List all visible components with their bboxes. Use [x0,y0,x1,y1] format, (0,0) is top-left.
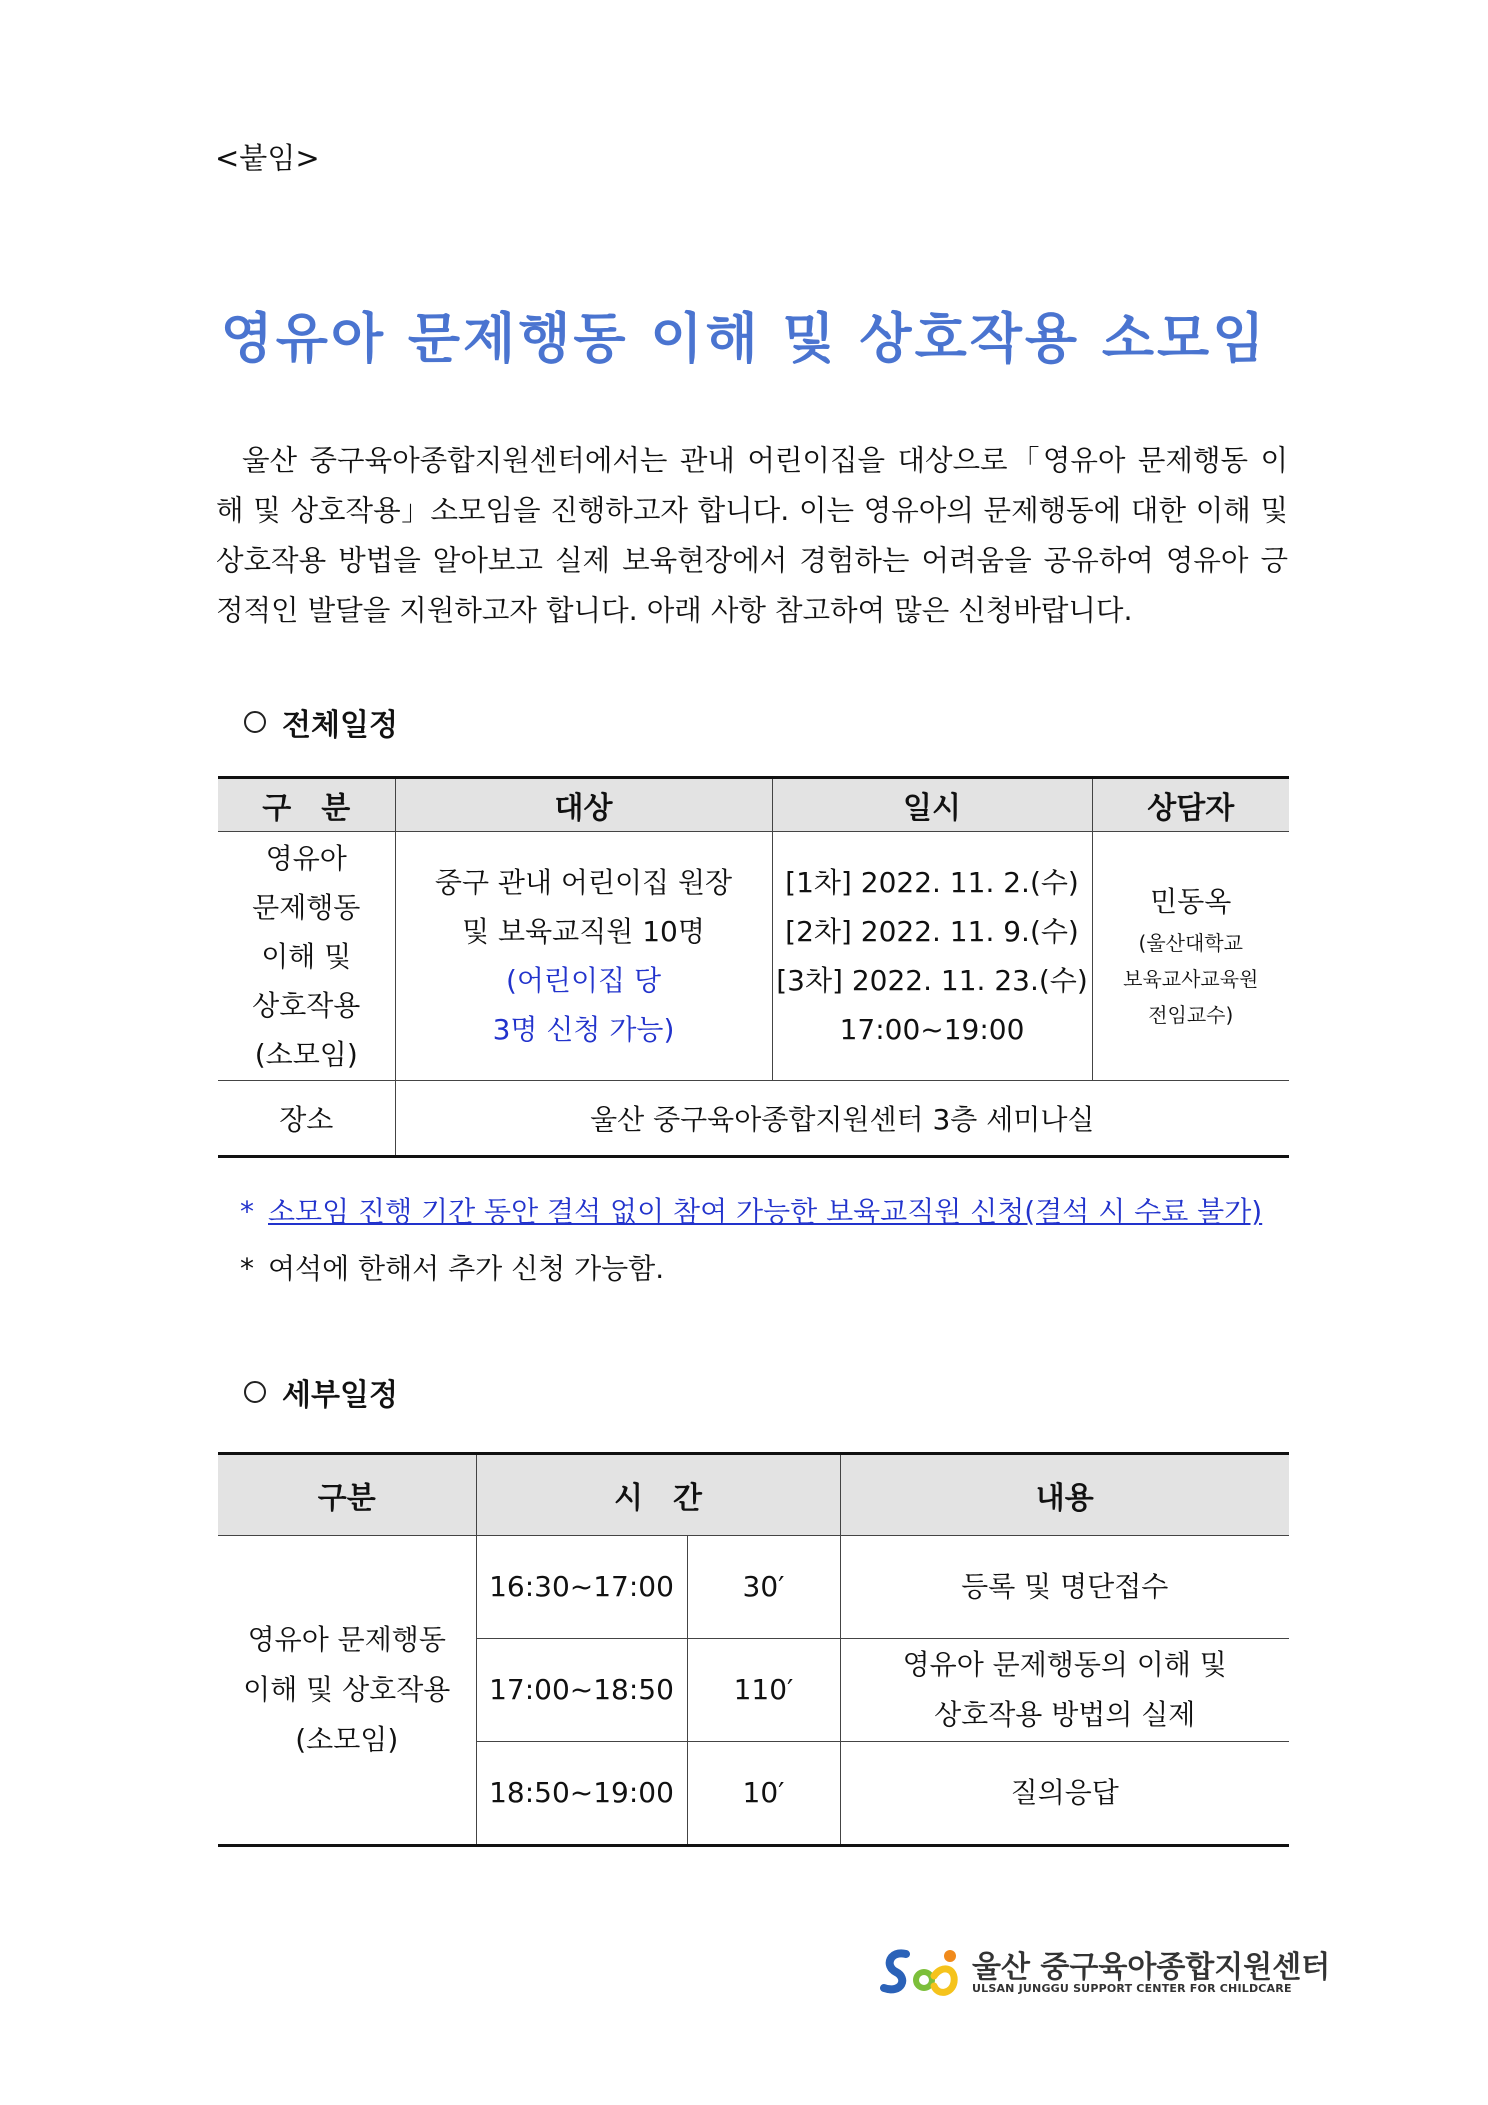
content-cell: 질의응답 [840,1742,1289,1846]
duration-cell: 110′ [687,1639,840,1742]
consultant-name: 민동옥 [1150,885,1232,918]
attachment-label: <붙임> [215,141,320,175]
duration-cell: 30′ [687,1536,840,1639]
duration-cell: 10′ [687,1742,840,1846]
header-datetime: 일시 [772,778,1092,832]
page-title: 영유아 문제행동 이해 및 상호작용 소모임 [220,307,1268,370]
detail-schedule-table [218,1452,1289,1847]
section-heading-text: 세부일정 [282,1378,398,1413]
logo-name-korean: 울산 중구육아종합지원센터 [972,1950,1331,1985]
header-time: 시 간 [476,1454,840,1536]
header-target: 대상 [395,778,772,832]
header-content: 내용 [840,1454,1289,1536]
place-label: 장소 [218,1081,395,1157]
place-value: 울산 중구육아종합지원센터 3층 세미나실 [395,1081,1289,1157]
circle-bullet-icon [244,711,266,733]
consultant-cell: 민동옥 (울산대학교 보육교사교육원 전임교수) [1092,832,1289,1081]
header-consultant: 상담자 [1092,778,1289,832]
center-logo-icon [876,1942,966,2002]
note-attendance: * 소모임 진행 기간 동안 결석 없이 참여 가능한 보육교직원 신청(결석 시 수료 불가) [240,1195,1263,1228]
circle-bullet-icon [244,1381,266,1403]
section-heading-overall-schedule [244,700,398,744]
note-additional: * 여석에 한해서 추가 신청 가능함. [240,1252,665,1285]
category-cell: 영유아 문제행동 이해 및 상호작용 (소모임) [218,832,395,1081]
target-note: (어린이집 당 [505,964,662,997]
content-cell: 영유아 문제행동의 이해 및 상호작용 방법의 실제 [840,1639,1289,1742]
target-cell: 중구 관내 어린이집 원장 및 보육교직원 10명 (어린이집 당 3명 신청 가능) [395,832,772,1081]
section-heading-detail-schedule [244,1370,398,1414]
header-category: 구 분 [218,778,395,832]
table-row [218,1536,1289,1639]
datetime-cell: [1차] 2022. 11. 2.(수) [2차] 2022. 11. 9.(수) [3차] 2022. 11. 23.(수) 17:00~19:00 [772,832,1092,1081]
header-category: 구분 [218,1454,476,1536]
category-cell: 영유아 문제행동 이해 및 상호작용 (소모임) [218,1536,476,1846]
time-cell: 18:50~19:00 [476,1742,687,1846]
target-note: 3명 신청 가능) [492,1013,675,1046]
logo-name-english: ULSAN JUNGGU SUPPORT CENTER FOR CHILDCARE [972,1982,1292,1995]
time-cell: 16:30~17:00 [476,1536,687,1639]
center-logo [876,1942,1331,2002]
time-cell: 17:00~18:50 [476,1639,687,1742]
overall-schedule-table [218,776,1289,1158]
section-heading-text: 전체일정 [282,708,398,743]
content-cell: 등록 및 명단접수 [840,1536,1289,1639]
intro-paragraph: 울산 중구육아종합지원센터에서는 관내 어린이집을 대상으로「영유아 문제행동 이해 및 상호작용」소모임을 진행하고자 합니다. 이는 영유아의 문제행동에 대한 이해 및 상호작용 방법을 알아보고 실제 보육현장에서 경험하는 어려움을 공유하여 영유아 긍정적인 발달을 지원하고자 합니다. 아래 사항 참고하여 많은 신청바랍니다. [216,444,1288,627]
